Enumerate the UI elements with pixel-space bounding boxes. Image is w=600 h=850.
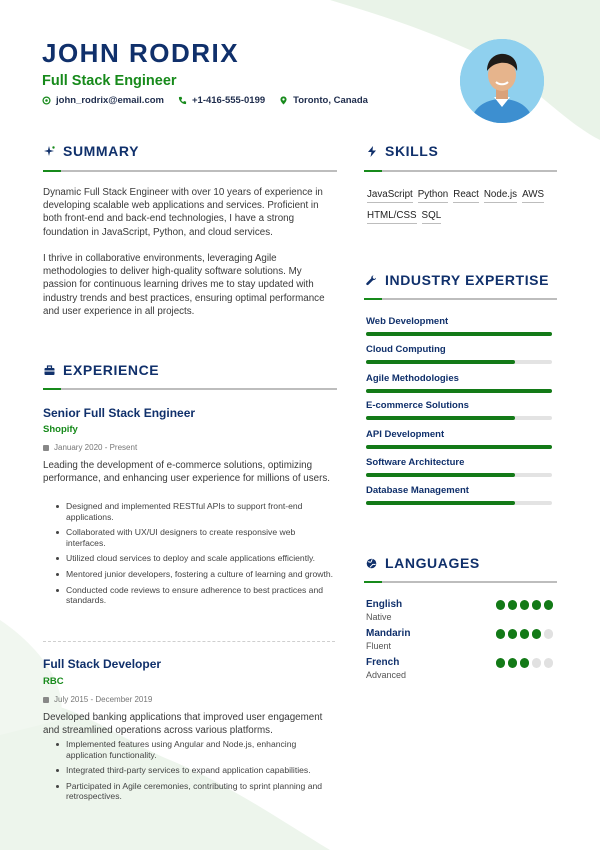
expertise-item (366, 344, 552, 364)
language-rating (496, 600, 554, 610)
expertise-bar (366, 501, 552, 505)
language-rating (496, 658, 554, 668)
list-item: Implemented features using Angular and Node.js, enhancing application functionality. (54, 739, 337, 760)
job-description: Developed banking applications that improved user engagement and streamlined operations across various platforms. (43, 712, 323, 736)
expertise-item (366, 400, 552, 420)
summary-rule (43, 170, 337, 172)
at-icon (42, 96, 51, 105)
job-dates (43, 695, 152, 704)
job-dates (43, 443, 137, 452)
skill-tag: AWS (522, 189, 544, 203)
expertise-item (366, 316, 552, 336)
languages-title: LANGUAGES (385, 555, 480, 571)
expertise-bar (366, 389, 552, 393)
avatar-illustration (460, 39, 544, 123)
skill-tag: Node.js (484, 189, 517, 203)
expertise-bar-fill (366, 445, 552, 449)
rating-dot-empty (532, 658, 542, 668)
language-name: Mandarin (366, 628, 411, 639)
job-title: Full Stack Engineer (42, 73, 177, 89)
list-item: Integrated third-party services to expand application capabilities. (54, 765, 337, 776)
profile-photo (460, 39, 544, 123)
expertise-bar (366, 332, 552, 336)
lightning-icon (366, 146, 377, 157)
list-item: Designed and implemented RESTful APIs to support front-end applications. (54, 501, 337, 522)
job-role: Senior Full Stack Engineer (43, 406, 196, 420)
expertise-bar-fill (366, 389, 552, 393)
expertise-item (366, 485, 552, 505)
experience-rule (43, 388, 337, 390)
expertise-bar-fill (366, 501, 515, 505)
expertise-bar-fill (366, 473, 515, 477)
languages-heading (366, 555, 480, 571)
rating-dot-filled (508, 600, 518, 610)
skill-tag: Python (418, 189, 449, 203)
rating-dot-filled (520, 629, 530, 639)
calendar-icon (43, 697, 49, 703)
rating-dot-filled (520, 658, 530, 668)
job-company: RBC (43, 676, 64, 687)
expertise-label: E-commerce Solutions (366, 400, 469, 411)
job-dates-text: January 2020 - Present (54, 443, 138, 452)
experience-heading (44, 362, 159, 378)
expertise-rule (364, 298, 557, 300)
job-role: Full Stack Developer (43, 657, 162, 671)
location-text: Toronto, Canada (293, 95, 368, 106)
expertise-title: INDUSTRY EXPERTISE (385, 272, 550, 288)
rating-dot-filled (496, 600, 506, 610)
expertise-bar-fill (366, 360, 515, 364)
contact-phone[interactable] (178, 95, 265, 106)
language-name: French (366, 657, 400, 668)
expertise-label: Database Management (366, 485, 469, 496)
summary-paragraph-2: I thrive in collaborative environments, leveraging Agile methodologies to deliver high-quality software solutions. My passion for continuous learning drives me to stay updated with industry trends and best practices, ensuring optimal performance and user experience in all projects. (43, 253, 325, 317)
job-description: Leading the development of e-commerce solutions, optimizing performance, and enhancing user experience for millions of users. (43, 460, 330, 484)
wrench-icon (366, 275, 377, 286)
expertise-label: Software Architecture (366, 457, 465, 468)
summary-paragraph-1: Dynamic Full Stack Engineer with over 10 years of experience in developing scalable web applications and services. Proficient in both front-end and back-end technologies, I have a strong foundation in JavaScript, Python, and cloud services. (43, 187, 323, 238)
contact-bar (42, 95, 368, 106)
list-item: Utilized cloud services to deploy and scale applications efficiently. (54, 553, 337, 564)
rating-dot-filled (496, 629, 506, 639)
rating-dot-filled (532, 600, 542, 610)
expertise-heading (366, 272, 549, 288)
job-divider (43, 641, 335, 642)
phone-icon (178, 96, 187, 105)
skill-tag: SQL (422, 210, 442, 224)
job-bullet-list (54, 501, 337, 611)
list-item: Collaborated with UX/UI designers to create responsive web interfaces. (54, 527, 337, 548)
expertise-bar-fill (366, 332, 552, 336)
globe-icon (366, 558, 377, 569)
rating-dot-filled (532, 629, 542, 639)
expertise-item (366, 429, 552, 449)
phone-text: +1-416-555-0199 (191, 95, 266, 106)
rating-dot-filled (544, 600, 554, 610)
skills-heading (366, 143, 438, 159)
contact-location (279, 95, 368, 106)
skill-tag: JavaScript (367, 189, 413, 203)
language-item (366, 657, 553, 680)
expertise-bar (366, 445, 552, 449)
sparkle-icon (44, 146, 55, 157)
expertise-item (366, 373, 552, 393)
calendar-icon (43, 445, 49, 451)
rating-dot-empty (544, 629, 554, 639)
expertise-bar (366, 416, 552, 420)
contact-email[interactable] (42, 95, 164, 106)
briefcase-icon (44, 365, 55, 376)
rating-dot-filled (508, 629, 518, 639)
skills-rule (364, 170, 557, 172)
rating-dot-empty (544, 658, 554, 668)
skills-title: SKILLS (385, 143, 439, 159)
language-level: Fluent (366, 641, 392, 651)
list-item: Participated in Agile ceremonies, contributing to sprint planning and retrospectives. (54, 781, 337, 802)
expertise-bar (366, 473, 552, 477)
language-name: English (366, 599, 403, 610)
location-pin-icon (279, 96, 288, 105)
summary-title: SUMMARY (63, 143, 140, 159)
job-bullet-list (54, 739, 337, 807)
expertise-label: API Development (366, 429, 445, 440)
skill-tag: HTML/CSS (367, 210, 417, 224)
job-dates-text: July 2015 - December 2019 (54, 695, 153, 704)
skill-tag: React (453, 189, 479, 203)
candidate-name: JOHN RODRIX (42, 38, 240, 68)
list-item: Conducted code reviews to ensure adherence to best practices and standards. (54, 585, 337, 606)
language-rating (496, 629, 554, 639)
language-level: Native (366, 612, 392, 622)
job-company: Shopify (43, 424, 78, 435)
experience-title: EXPERIENCE (63, 362, 160, 378)
expertise-label: Agile Methodologies (366, 373, 459, 384)
language-level: Advanced (366, 670, 407, 680)
expertise-bar (366, 360, 552, 364)
list-item: Mentored junior developers, fostering a culture of learning and growth. (54, 569, 337, 580)
language-item (366, 599, 553, 622)
languages-rule (364, 581, 557, 583)
language-item (366, 628, 553, 651)
expertise-label: Cloud Computing (366, 344, 446, 355)
expertise-bar-fill (366, 416, 515, 420)
skills-list (367, 189, 557, 224)
rating-dot-filled (508, 658, 518, 668)
summary-heading (44, 143, 139, 159)
expertise-label: Web Development (366, 316, 449, 327)
rating-dot-filled (520, 600, 530, 610)
email-text: john_rodrix@email.com (56, 95, 164, 106)
expertise-item (366, 457, 552, 477)
rating-dot-filled (496, 658, 506, 668)
